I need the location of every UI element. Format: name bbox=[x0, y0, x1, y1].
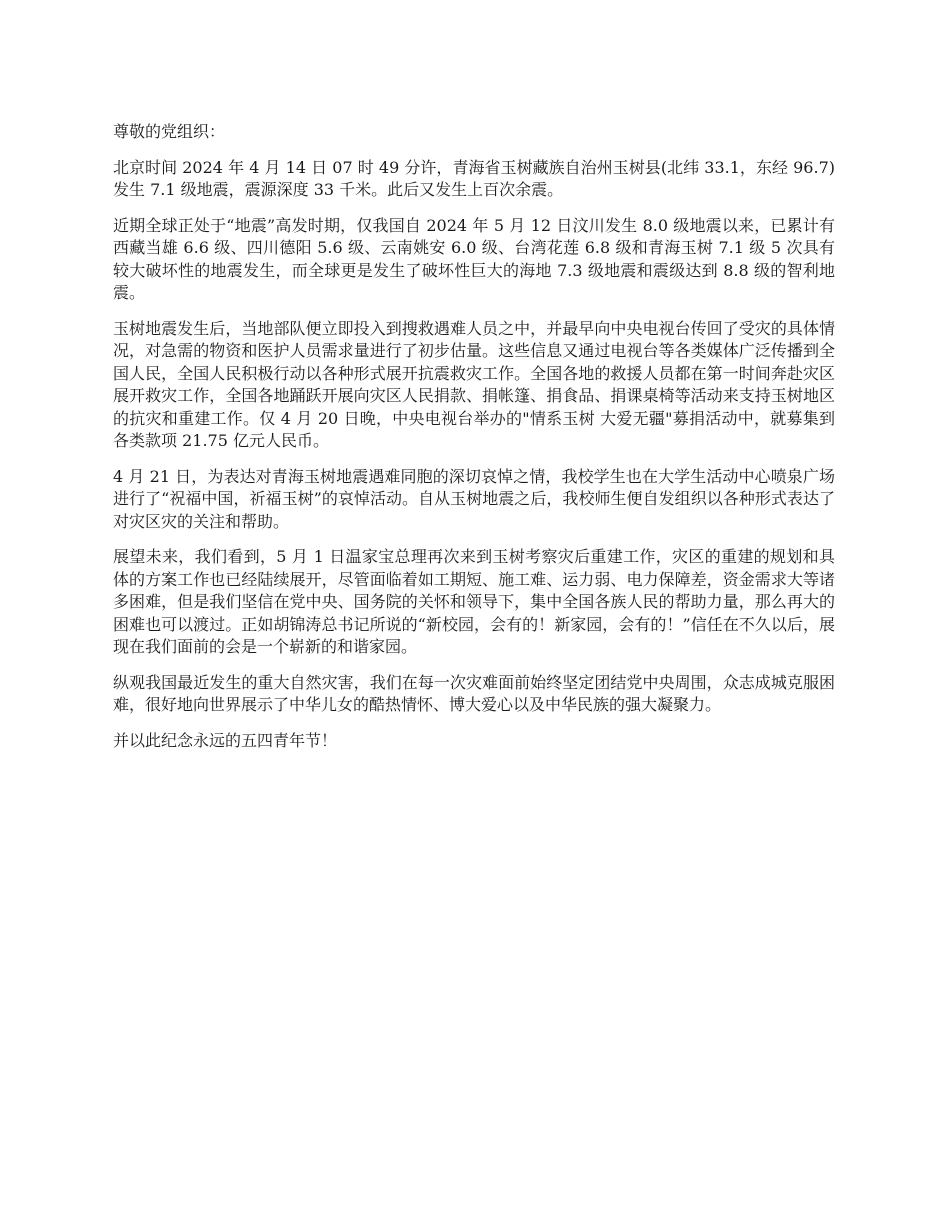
paragraph-outlook: 展望未来，我们看到，5 月 1 日温家宝总理再次来到玉树考察灾后重建工作，灾区的重建的规划和具体的方案工作也已经陆续展开，尽管面临着如工期短、施工难、运力弱、电力保障差，资金需求大等诸多困难，但是我们坚信在党中央、国务院的关怀和领导下，集中全国各族人民的帮助力量，那么再大的困难也可以渡过。正如胡锦涛总书记所说的“新校园，会有的！新家园，会有的！”信任在不久以后，展现在我们面前的会是一个崭新的和谐家园。 bbox=[113, 547, 835, 656]
salutation: 尊敬的党组织： bbox=[113, 122, 226, 141]
paragraph-reflection: 纵观我国最近发生的重大自然灾害，我们在每一次灾难面前始终坚定团结党中央周围，众志成城克服困难，很好地向世界展示了中华儿女的酷热情怀、博大爱心以及中华民族的强大凝聚力。 bbox=[113, 672, 835, 714]
paragraph-closing: 并以此纪念永远的五四青年节！ bbox=[113, 730, 338, 750]
letter-body bbox=[113, 121, 835, 765]
paragraph-global-earthquakes: 近期全球正处于“地震”高发时期，仅我国自 2024 年 5 月 12 日汶川发生 8.0 级地震以来，已累计有西藏当雄 6.6 级、四川德阳 5.6 级、云南姚安 6.0 级、台湾花莲 6.8 级和青海玉树 7.1 级 5 次具有较大破坏性的地震发生，而全球更是发生了破坏性巨大的海地 7.3 级地震和震级达到 8.8 级的智利地震。 bbox=[113, 215, 835, 302]
paragraph-rescue-efforts: 玉树地震发生后，当地部队便立即投入到搜救遇难人员之中，并最早向中央电视台传回了受灾的具体情况，对急需的物资和医护人员需求量进行了初步估量。这些信息又通过电视台等各类媒体广泛传播到全国人民，全国人民积极行动以各种形式展开抗震救灾工作。全国各地的救援人员都在第一时间奔赴灾区展开救灾工作，全国各地踊跃开展向灾区人民捐款、捐帐篷、捐食品、捐课桌椅等活动来支持玉树地区的抗灾和重建工作。仅 4 月 20 日晚，中央电视台举办的"情系玉树 大爱无疆"募捐活动中，就募集到各类款项 21.75 亿元人民币。 bbox=[113, 318, 835, 450]
paragraph-school-memorial: 4 月 21 日，为表达对青海玉树地震遇难同胞的深切哀悼之情，我校学生也在大学生活动中心喷泉广场进行了“祝福中国，祈福玉树”的哀悼活动。自从玉树地震之后，我校师生便自发组织以各种形式表达了对灾区灾的关注和帮助。 bbox=[113, 466, 835, 531]
paragraph-earthquake-report: 北京时间 2024 年 4 月 14 日 07 时 49 分许，青海省玉树藏族自治州玉树县(北纬 33.1，东经 96.7)发生 7.1 级地震，震源深度 33 千米。此后又发生上百次余震。 bbox=[113, 157, 835, 199]
